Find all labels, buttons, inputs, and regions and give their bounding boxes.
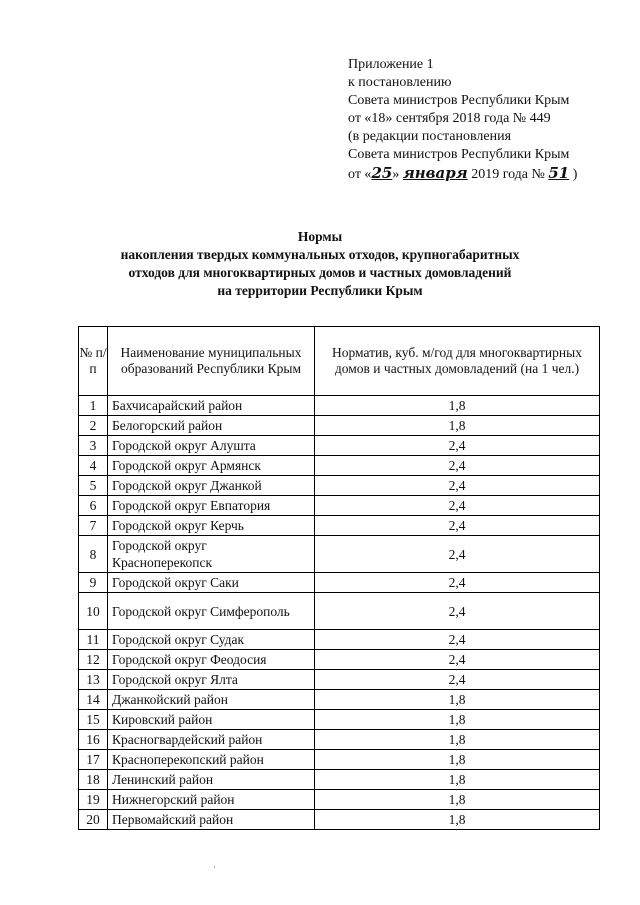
row-municipality: Первомайский район (108, 810, 315, 830)
row-norm-value: 2,4 (315, 650, 600, 670)
row-norm-value: 2,4 (315, 516, 600, 536)
row-municipality: Ленинский район (108, 770, 315, 790)
handwritten-month: января (402, 164, 468, 182)
appendix-line: Приложение 1 (348, 57, 434, 72)
scan-mark: · (213, 862, 216, 872)
table-row (79, 593, 600, 630)
row-number: 16 (79, 730, 108, 750)
row-municipality: Кировский район (108, 710, 315, 730)
row-number: 1 (79, 396, 108, 416)
row-norm-value: 1,8 (315, 710, 600, 730)
row-municipality: Нижнегорский район (108, 790, 315, 810)
row-municipality: Городской округ Судак (108, 630, 315, 650)
row-number: 5 (79, 476, 108, 496)
date-suffix: ) (569, 167, 578, 182)
handwritten-number: 51 (548, 164, 570, 182)
row-norm-value: 1,8 (315, 770, 600, 790)
row-norm-value: 2,4 (315, 630, 600, 650)
title-line: Нормы (297, 229, 343, 244)
row-municipality: Городской округ Симферополь (108, 593, 315, 630)
table-row (79, 750, 600, 770)
table-row (79, 476, 600, 496)
appendix-block (348, 56, 577, 184)
handwritten-day: 25 (371, 164, 393, 182)
row-number: 20 (79, 810, 108, 830)
row-norm-value: 2,4 (315, 496, 600, 516)
row-municipality: Городской округ Армянск (108, 456, 315, 476)
row-municipality: Белогорский район (108, 416, 315, 436)
row-number: 15 (79, 710, 108, 730)
row-municipality: Городской округ Феодосия (108, 650, 315, 670)
table-row (79, 670, 600, 690)
row-municipality: Красногвардейский район (108, 730, 315, 750)
norms-table (78, 326, 600, 830)
date-prefix: от « (348, 167, 372, 182)
header-value: Норматив, куб. м/год для многоквартирных домов и частных домовладений (на 1 чел.) (315, 327, 600, 396)
row-norm-value: 1,8 (315, 690, 600, 710)
row-norm-value: 2,4 (315, 573, 600, 593)
appendix-line: к постановлению (348, 75, 452, 90)
table-row (79, 710, 600, 730)
table-row (79, 650, 600, 670)
table-row (79, 516, 600, 536)
appendix-date-line (348, 164, 577, 184)
row-norm-value: 2,4 (315, 593, 600, 630)
row-norm-value: 1,8 (315, 790, 600, 810)
table-row (79, 630, 600, 650)
row-number: 6 (79, 496, 108, 516)
appendix-line: Совета министров Республики Крым (348, 93, 570, 108)
row-number: 7 (79, 516, 108, 536)
row-municipality: Городской округ Керчь (108, 516, 315, 536)
document-title (0, 228, 640, 300)
row-number: 4 (79, 456, 108, 476)
row-norm-value: 2,4 (315, 476, 600, 496)
row-number: 10 (79, 593, 108, 630)
row-municipality: Городской округ Алушта (108, 436, 315, 456)
table-row (79, 536, 600, 573)
table-row (79, 573, 600, 593)
table-row (79, 456, 600, 476)
title-line: накопления твердых коммунальных отходов, крупногабаритных (120, 247, 520, 262)
row-municipality: Городской округ Ялта (108, 670, 315, 690)
row-number: 17 (79, 750, 108, 770)
table-row (79, 416, 600, 436)
row-norm-value: 2,4 (315, 436, 600, 456)
row-number: 18 (79, 770, 108, 790)
table-row (79, 396, 600, 416)
table-row (79, 790, 600, 810)
title-line: отходов для многоквартирных домов и частных домовладений (128, 265, 512, 280)
row-municipality: Городской округ Джанкой (108, 476, 315, 496)
header-name: Наименование муниципальных образований Республики Крым (108, 327, 315, 396)
table-row (79, 436, 600, 456)
row-municipality: Городской округ Саки (108, 573, 315, 593)
row-number: 19 (79, 790, 108, 810)
row-number: 12 (79, 650, 108, 670)
row-number: 3 (79, 436, 108, 456)
appendix-line: (в редакции постановления (348, 129, 512, 144)
table-row (79, 496, 600, 516)
appendix-line: от «18» сентября 2018 года № 449 (348, 111, 551, 126)
row-norm-value: 2,4 (315, 456, 600, 476)
row-norm-value: 1,8 (315, 416, 600, 436)
row-norm-value: 2,4 (315, 536, 600, 573)
row-norm-value: 2,4 (315, 670, 600, 690)
table-row (79, 810, 600, 830)
table-row (79, 770, 600, 790)
row-municipality: Бахчисарайский район (108, 396, 315, 416)
row-number: 2 (79, 416, 108, 436)
row-norm-value: 1,8 (315, 396, 600, 416)
row-norm-value: 1,8 (315, 730, 600, 750)
row-municipality: Красноперекопский район (108, 750, 315, 770)
row-norm-value: 1,8 (315, 750, 600, 770)
row-number: 9 (79, 573, 108, 593)
row-number: 14 (79, 690, 108, 710)
table-header-row (79, 327, 600, 396)
row-municipality: Городской округ Красноперекопск (108, 536, 315, 573)
date-year: 2019 года № (467, 167, 549, 182)
table-row (79, 730, 600, 750)
header-num: № п/п (79, 327, 108, 396)
date-mid: » (392, 167, 400, 182)
appendix-line: Совета министров Республики Крым (348, 147, 570, 162)
row-number: 11 (79, 630, 108, 650)
row-municipality: Городской округ Евпатория (108, 496, 315, 516)
row-norm-value: 1,8 (315, 810, 600, 830)
row-number: 13 (79, 670, 108, 690)
title-line: на территории Республики Крым (217, 283, 423, 298)
row-municipality: Джанкойский район (108, 690, 315, 710)
table-row (79, 690, 600, 710)
row-number: 8 (79, 536, 108, 573)
